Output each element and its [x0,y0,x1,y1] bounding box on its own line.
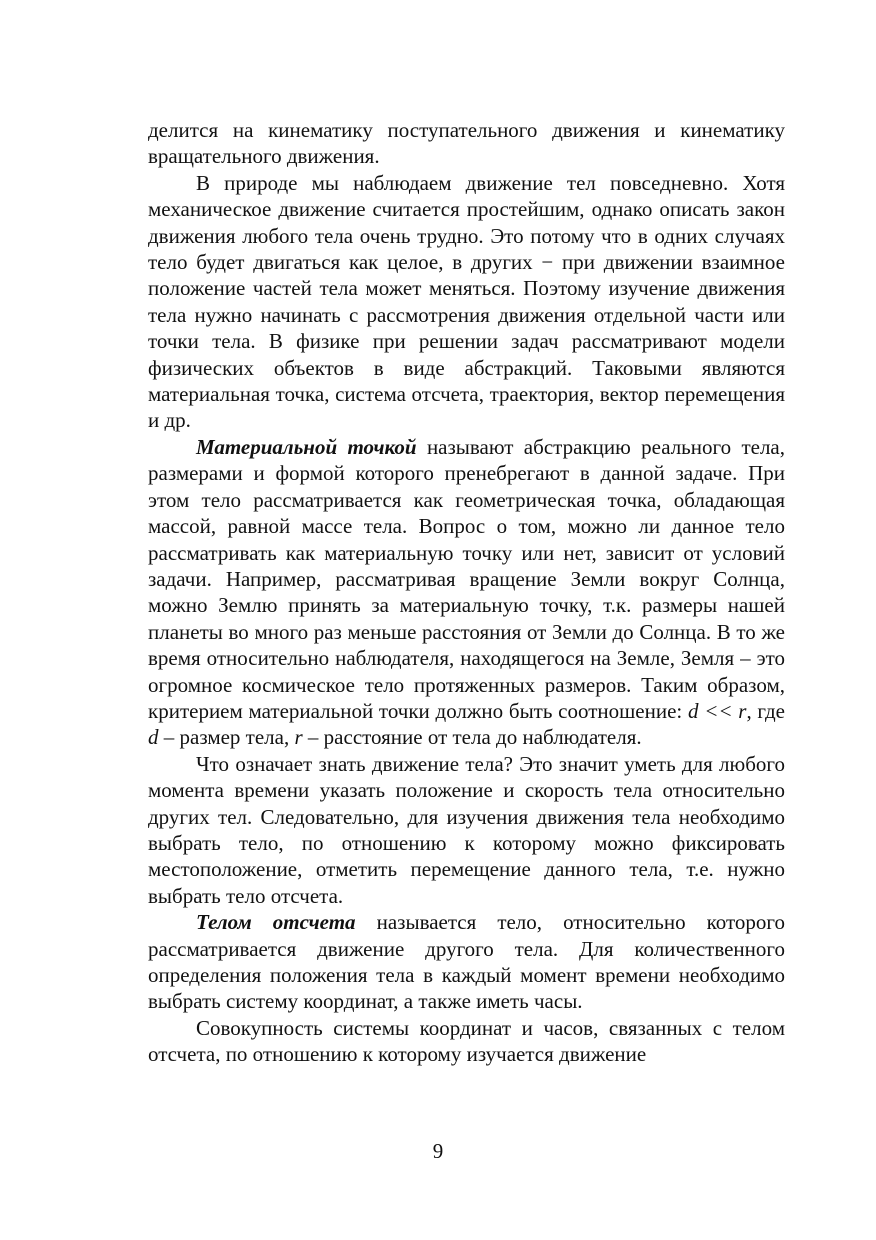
term-material-point: Материальной точкой [196,434,417,459]
paragraph-text: – расстояние от тела до наблюдателя. [302,725,642,750]
paragraph-reference-body [148,909,785,1015]
paragraph-nature-of-motion [148,170,785,434]
paragraph-text: В природе мы наблюдаем движение тел повседневно. Хотя механическое движение считается простейшим, однако описать закон движения любого тела очень трудно. Это потому что в одних случаях тело будет двигаться как целое, в других − при движении взаимное положение частей тела может меняться. Поэтому изучение движения тела нужно начинать с рассмотрения движения отдельной части или точки тела. В физике при решении задач рассматривают модели физических объектов в виде абстракций. Таковыми являются материальная точка, система отсчета, траектория, вектор перемещения и др. [148,170,785,433]
body-text [148,117,785,1068]
paragraph-reference-frame [148,1015,785,1068]
term-reference-body: Телом отсчета [196,910,356,935]
paragraph-text: называют абстракцию реального тела, размерами и формой которого пренебрегают в данной задаче. При этом тело рассматривается как геометрическая точка, обладающая массой, равной массе тела. Вопрос о том, можно ли данное тело рассматривать как материальную точку или нет, зависит от условий задачи. Например, рассматривая вращение Земли вокруг Солнца, можно Землю принять за материальную точку, т.к. размеры нашей планеты во много раз меньше расстояния от Земли до Солнца. В то же время относительно наблюдателя, находящегося на Земле, Земля – это огромное космическое тело протяженных размеров. Таким образом, критерием материальной точки должно быть соотношение: [148,434,785,723]
variable-d: d [148,725,159,750]
variable-r: r [294,725,303,750]
paragraph-text: – размер тела, [158,725,295,750]
paragraph-text: делится на кинематику поступательного движения и кинематику вращательного движения. [148,118,785,169]
paragraph-text: Что означает знать движение тела? Это значит уметь для любого момента времени указать положение и скорость тела относительно других тел. Следовательно, для изучения движения тела необходимо выбрать тело, по отношению к которому можно фиксировать местоположение, отметить перемещение данного тела, т.е. нужно выбрать тело отсчета. [148,751,785,908]
paragraph-text: , где [746,698,785,723]
paragraph-continuation [148,117,785,170]
paragraph-text: Совокупность системы координат и часов, связанных с телом отсчета, по отношению к которому изучается движение [148,1015,785,1067]
paragraph-text: называется тело, относительно которого рассматривается движение другого тела. Для количественного определения положения тела в каждый момент времени необходимо выбрать систему координат, а также иметь часы. [148,910,785,1014]
formula-d-much-less-r: d << r [687,698,747,723]
paragraph-knowing-motion [148,751,785,909]
paragraph-material-point [148,434,785,751]
page-number: 9 [432,1139,444,1163]
